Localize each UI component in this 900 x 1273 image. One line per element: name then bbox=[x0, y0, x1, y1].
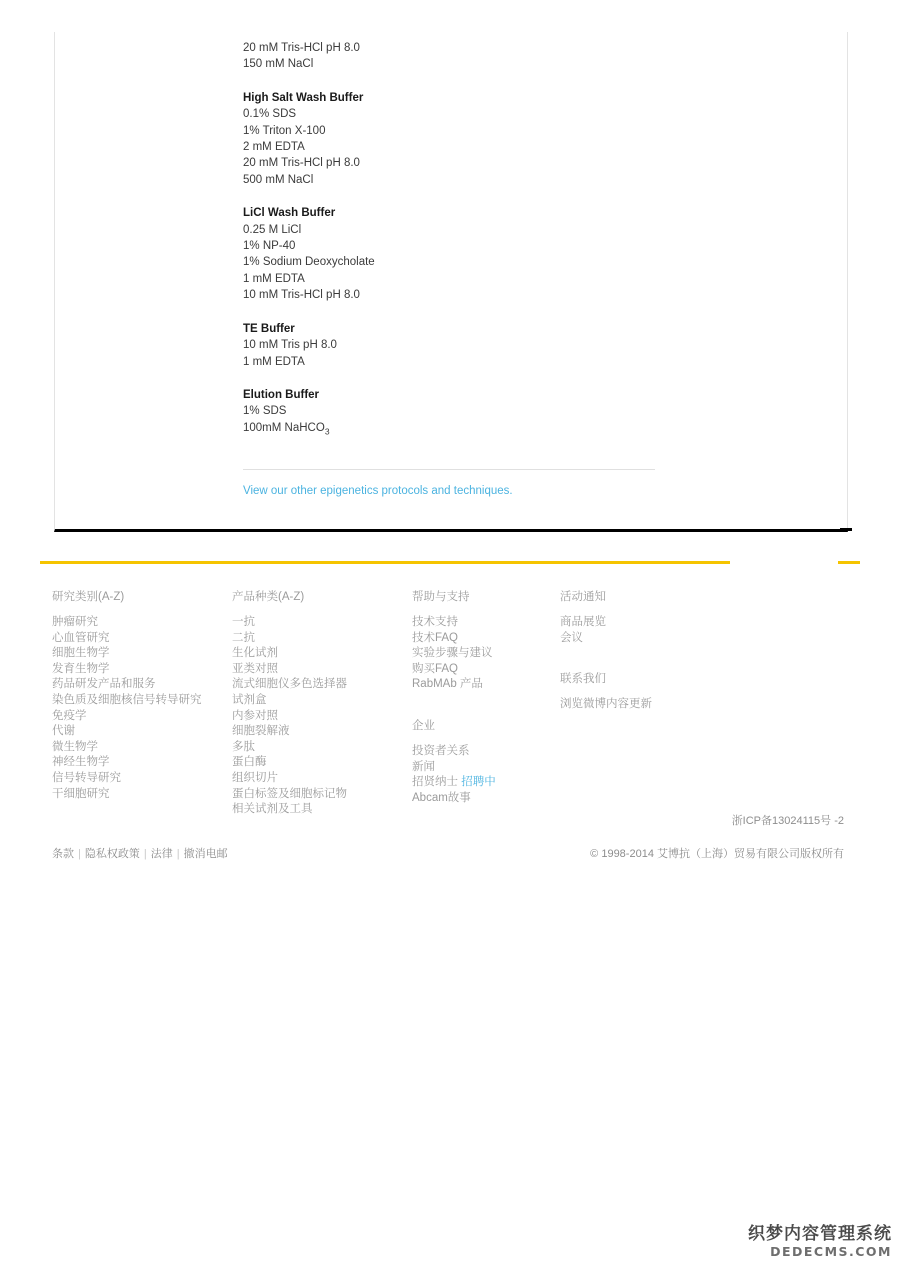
buffer-line: 150 mM NaCl bbox=[243, 58, 314, 71]
buffer-line: 1% NP-40 bbox=[243, 240, 296, 253]
buffer-line: 0.1% SDS bbox=[243, 108, 297, 121]
footer-link[interactable]: 实验步骤与建议 bbox=[412, 647, 493, 660]
buffer-title-high-salt-wash: High Salt Wash Buffer bbox=[243, 91, 364, 104]
footer-link[interactable]: 微生物学 bbox=[52, 740, 98, 753]
footer-link[interactable]: 药品研发产品和服务 bbox=[52, 678, 156, 691]
footer-link[interactable]: 商品展览 bbox=[560, 616, 606, 628]
buffer-line: 500 mM NaCl bbox=[243, 173, 314, 186]
hiring-badge: 招聘中 bbox=[461, 776, 496, 789]
section-divider bbox=[243, 469, 655, 470]
footer-link[interactable]: 代谢 bbox=[52, 725, 75, 738]
footer-link[interactable]: 免疫学 bbox=[52, 709, 87, 722]
buffer-line: 10 mM Tris-HCl pH 8.0 bbox=[243, 289, 360, 302]
watermark-cn: 织梦内容管理系统 bbox=[748, 1224, 892, 1244]
protocol-content-box bbox=[54, 32, 848, 532]
footer-link[interactable]: 流式细胞仪多色选择器 bbox=[232, 678, 347, 691]
buffer-title-elution: Elution Buffer bbox=[243, 388, 320, 401]
legal-link-privacy[interactable]: 隐私权政策 bbox=[84, 848, 140, 860]
other-protocols-link[interactable]: View our other epigenetics protocols and techniques. bbox=[243, 485, 513, 498]
buffer-line: 10 mM Tris pH 8.0 bbox=[243, 339, 337, 352]
buffer-line-text: 100mM NaHCO bbox=[243, 421, 325, 434]
legal-link-legal[interactable]: 法律 bbox=[150, 848, 173, 860]
footer-link[interactable]: 蛋白标签及细胞标记物 bbox=[232, 787, 347, 800]
footer-link[interactable]: 新闻 bbox=[412, 760, 435, 773]
footer-heading-contact: 联系我们 bbox=[560, 673, 606, 686]
legal-separator: | bbox=[78, 848, 81, 860]
buffer-line: 20 mM Tris-HCl pH 8.0 bbox=[243, 42, 360, 54]
footer-heading-company: 企业 bbox=[412, 719, 435, 732]
footer-heading: 产品种类(A-Z) bbox=[232, 591, 305, 603]
legal-link-terms[interactable]: 条款 bbox=[52, 848, 74, 860]
buffer-line: 0.25 M LiCl bbox=[243, 223, 302, 236]
footer-link[interactable]: 肿瘤研究 bbox=[52, 616, 98, 628]
footer-link[interactable]: 心血管研究 bbox=[52, 631, 110, 644]
footer-link[interactable]: 多肽 bbox=[232, 740, 255, 753]
buffer-line: 1% SDS bbox=[243, 405, 287, 418]
footer-link[interactable]: 干细胞研究 bbox=[52, 787, 110, 800]
buffer-line-nahco3 bbox=[243, 420, 847, 440]
footer-accent-rule-right bbox=[838, 561, 860, 564]
footer-link[interactable]: 蛋白酶 bbox=[232, 756, 267, 769]
panel-bottom-stub bbox=[840, 528, 852, 531]
footer-link[interactable]: 神经生物学 bbox=[52, 756, 110, 769]
footer-link[interactable]: 技术FAQ bbox=[412, 631, 459, 644]
footer-link[interactable]: 生化试剂 bbox=[232, 647, 278, 660]
footer-column-help-support bbox=[412, 590, 552, 806]
site-footer bbox=[0, 590, 900, 830]
buffer-title-te: TE Buffer bbox=[243, 322, 295, 335]
buffer-line: 1% Triton X-100 bbox=[243, 124, 326, 137]
footer-heading: 帮助与支持 bbox=[412, 591, 470, 603]
footer-link[interactable]: 会议 bbox=[560, 631, 583, 644]
footer-link[interactable]: 投资者关系 bbox=[412, 744, 470, 757]
footer-link[interactable]: 发育生物学 bbox=[52, 662, 110, 675]
footer-link[interactable]: Abcam故事 bbox=[412, 791, 471, 804]
buffer-line: 1% Sodium Deoxycholate bbox=[243, 256, 375, 269]
icp-record-number: 浙ICP备13024115号 -2 bbox=[731, 815, 844, 827]
footer-link[interactable]: 染色质及细胞核信号转导研究 bbox=[52, 693, 202, 706]
footer-column-product-types bbox=[232, 590, 407, 818]
legal-separator: | bbox=[176, 848, 180, 860]
footer-link[interactable]: 亚类对照 bbox=[232, 662, 278, 675]
footer-link[interactable]: 一抗 bbox=[232, 616, 255, 628]
footer-column-research-areas bbox=[52, 590, 222, 802]
footer-link[interactable]: 试剂盒 bbox=[232, 693, 267, 706]
buffer-line: 20 mM Tris-HCl pH 8.0 bbox=[243, 157, 360, 170]
footer-link-careers-label: 招贤纳士 bbox=[412, 776, 458, 789]
subscript-3: 3 bbox=[324, 426, 330, 437]
buffer-line: 2 mM EDTA bbox=[243, 141, 305, 154]
legal-separator: | bbox=[143, 848, 147, 860]
footer-link[interactable]: 购买FAQ bbox=[412, 662, 459, 675]
footer-link[interactable]: 相关试剂及工具 bbox=[232, 803, 313, 816]
footer-link-careers[interactable] bbox=[412, 775, 552, 791]
buffer-line: 1 mM EDTA bbox=[243, 272, 305, 285]
footer-link[interactable]: 内参对照 bbox=[232, 709, 278, 722]
footer-link[interactable]: 信号转导研究 bbox=[52, 771, 121, 784]
protocol-panel bbox=[54, 32, 900, 532]
footer-columns bbox=[0, 590, 900, 830]
buffer-title-licl-wash: LiCl Wash Buffer bbox=[243, 207, 336, 220]
copyright-text: © 1998-2014 艾博抗（上海）贸易有限公司版权所有 bbox=[590, 848, 844, 860]
legal-links bbox=[52, 845, 228, 861]
footer-legal-bar bbox=[0, 845, 900, 860]
footer-link[interactable]: 技术支持 bbox=[412, 616, 458, 628]
footer-link[interactable]: 细胞生物学 bbox=[52, 647, 110, 660]
footer-link[interactable]: 浏览微博内容更新 bbox=[560, 698, 652, 711]
buffer-line: 1 mM EDTA bbox=[243, 355, 305, 368]
legal-link-unsubscribe[interactable]: 撤消电邮 bbox=[183, 848, 228, 860]
footer-column-events bbox=[560, 590, 740, 713]
footer-heading: 活动通知 bbox=[560, 591, 606, 603]
footer-link[interactable]: RabMAb 产品 bbox=[412, 678, 483, 691]
footer-accent-rule bbox=[40, 561, 730, 564]
footer-heading: 研究类别(A-Z) bbox=[52, 591, 125, 603]
buffer-list bbox=[55, 32, 847, 439]
footer-link[interactable]: 组织切片 bbox=[232, 771, 278, 784]
footer-link[interactable]: 二抗 bbox=[232, 631, 255, 644]
panel-right-border bbox=[847, 32, 848, 529]
footer-link[interactable]: 细胞裂解液 bbox=[232, 725, 290, 738]
watermark-en: DEDECMS.COM bbox=[770, 1244, 892, 1259]
watermark bbox=[748, 1224, 892, 1259]
